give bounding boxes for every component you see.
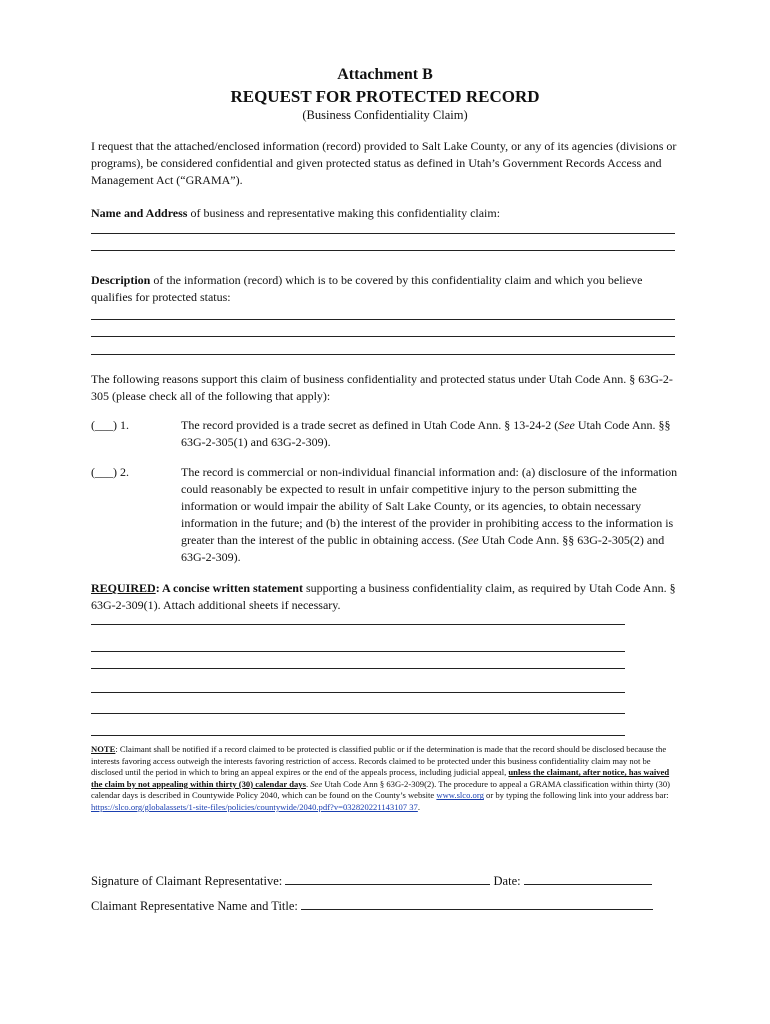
- name-address-line-1[interactable]: [91, 233, 675, 234]
- description-text: of the information (record) which is to be covered by this confidentiality claim and which you believe qualifies for protected status:: [91, 273, 643, 304]
- document-title: REQUEST FOR PROTECTED RECORD: [230, 87, 540, 106]
- reason-1-text: The record provided is a trade secret as defined in Utah Code Ann. § 13-24-2 (See Utah Code Ann. §§ 63G-2-305(1) and 63G-2-309).: [181, 418, 671, 449]
- statement-line-3[interactable]: [91, 668, 625, 669]
- signature-label: Signature of Claimant Representative:: [91, 874, 283, 888]
- name-address-label: Name and Address: [91, 206, 188, 220]
- required-statement-prompt: REQUIRED: A concise written statement supporting a business confidentiality claim, as required by Utah Code Ann. § 63G-2-309(1). Attach additional sheets if necessary.: [91, 581, 676, 612]
- name-address-text: of business and representative making this confidentiality claim:: [187, 206, 501, 220]
- statement-line-5[interactable]: [91, 713, 625, 714]
- description-line-1[interactable]: [91, 319, 675, 320]
- description-prompt: [91, 272, 681, 306]
- name-title-field[interactable]: [301, 898, 653, 910]
- intro-paragraph: I request that the attached/enclosed information (record) provided to Salt Lake County, or any of its agencies (divisions or programs), be considered confidential and given protected status as defined in Utah’s Government Records Access and Management Act (“GRAMA”).: [91, 139, 677, 187]
- required-label: REQUIRED: [91, 581, 156, 595]
- description-line-2[interactable]: [91, 336, 675, 337]
- policy-2040-link[interactable]: https://slco.org/globalassets/1-site-files/policies/countywide/2040.pdf?v=032820221143107 37: [91, 801, 418, 812]
- reason-2-text: The record is commercial or non-individual financial information and: (a) disclosure of the information could reasonably be expected to result in unfair competitive injury to the person submitting the information or would impair the ability of Salt Lake County, or its agencies, to obtain necessary information in the future; and (b) the interest of the provider in prohibiting access to the information is greater than the interest of the public in obtaining access. (See Utah Code Ann. §§ 63G-2-305(2) and 63G-2-309).: [181, 465, 678, 564]
- reasons-intro: The following reasons support this claim of business confidentiality and protected status under Utah Code Ann. § 63G-2-305 (please check all of the following that apply):: [91, 372, 673, 403]
- date-field[interactable]: [524, 873, 652, 885]
- slco-website-link[interactable]: www.slco.org: [436, 790, 484, 801]
- note-label: NOTE: [91, 744, 116, 754]
- name-address-line-2[interactable]: [91, 250, 675, 251]
- description-label: Description: [91, 273, 151, 287]
- reason-1-checkbox[interactable]: (___) 1.: [91, 418, 129, 432]
- description-line-3[interactable]: [91, 354, 675, 355]
- document-subtitle: (Business Confidentiality Claim): [302, 108, 468, 122]
- name-address-prompt: [91, 205, 681, 222]
- statement-line-6[interactable]: [91, 735, 625, 736]
- date-label: Date:: [493, 874, 521, 888]
- statement-line-4[interactable]: [91, 692, 625, 693]
- signature-field[interactable]: [285, 873, 490, 885]
- attachment-label: Attachment B: [337, 66, 433, 83]
- statement-line-2[interactable]: [91, 651, 625, 652]
- reason-2-checkbox[interactable]: (___) 2.: [91, 465, 129, 479]
- note-paragraph: NOTE: Claimant shall be notified if a record claimed to be protected is classified public or if the determination is made that the record should be disclosed because the interests favoring access outweigh the interests favoring restriction of access. Records claimed to be protected under this business confidentiality claim may not be disclosed until the period in which to bring an appeal expires or the end of the appeals process, including judicial appeal, unless the claimant, after notice, has waived the claim by not appealing within thirty (30) calendar days. See Utah Code Ann § 63G-2-309(2). The procedure to appeal a GRAMA classification within thirty (30) calendar days is described in Countywide Policy 2040, which can be found on the County’s website www.slco.org or by typing the following link into your address bar: https://slco.org/globalassets/1-site-files/policies/countywide/2040.pdf?v=032820221143107 37.: [91, 744, 670, 812]
- name-title-label: Claimant Representative Name and Title:: [91, 899, 298, 913]
- signature-row: [91, 873, 681, 889]
- name-title-row: [91, 898, 681, 914]
- statement-line-1[interactable]: [91, 624, 625, 625]
